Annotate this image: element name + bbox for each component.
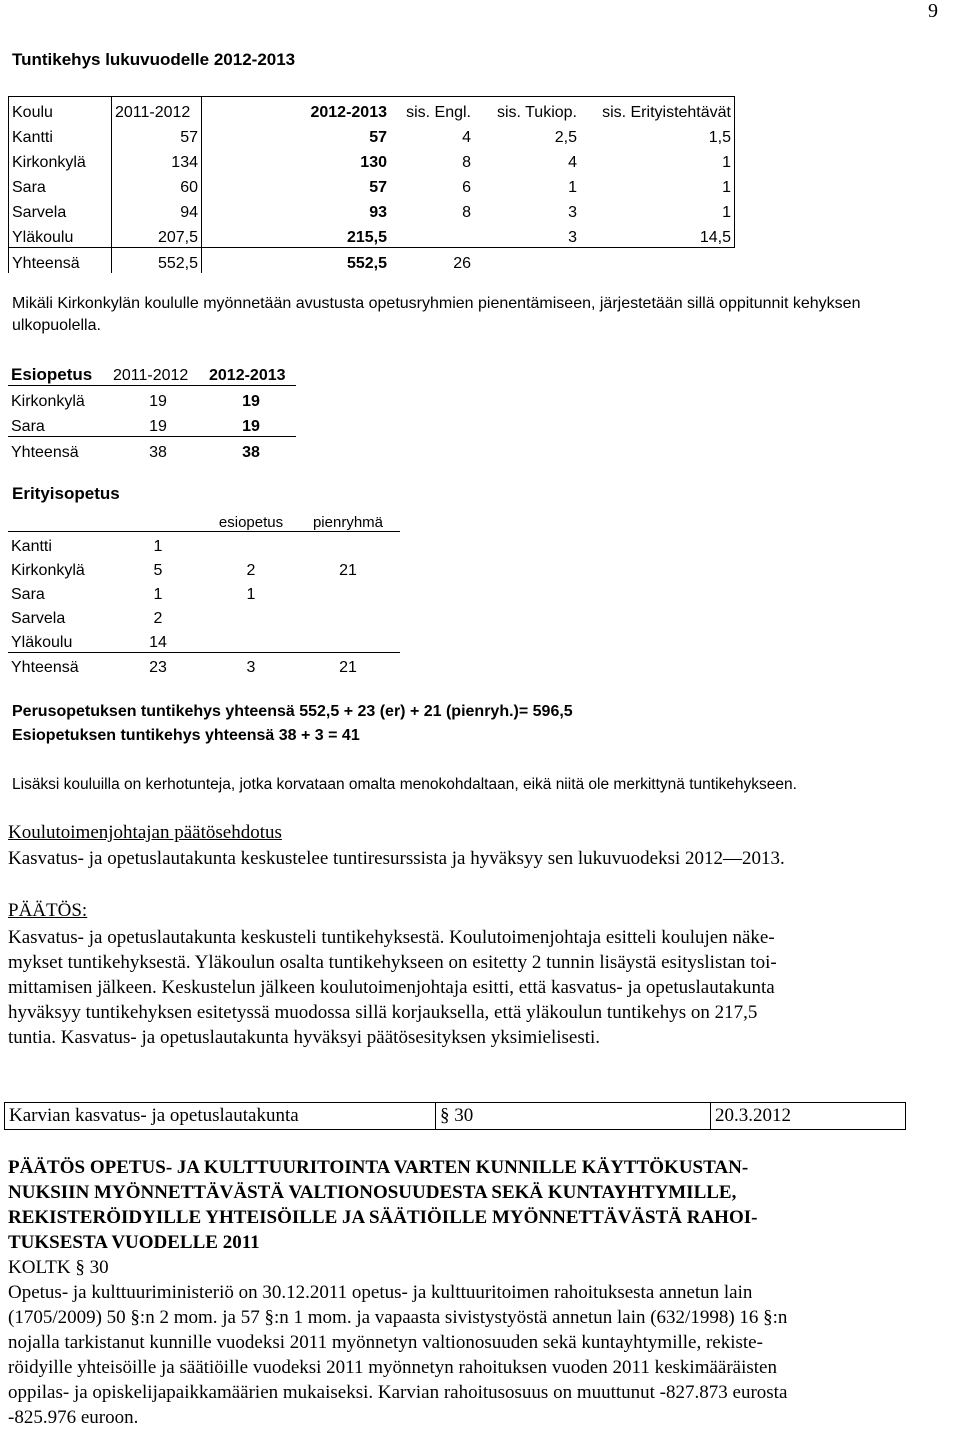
section-number: § 30 xyxy=(436,1103,711,1130)
cell-tukiop: 4 xyxy=(568,154,577,171)
cell-pienryhma xyxy=(296,604,400,628)
cell-count: 1 xyxy=(153,538,163,555)
cell-koulu: Kirkonkylä xyxy=(9,147,112,172)
table-row xyxy=(9,222,735,248)
cell-2011: 19 xyxy=(149,393,167,410)
table-row xyxy=(9,172,735,197)
tuntikehys-table xyxy=(8,96,735,273)
cell-koulu: Yhteensä xyxy=(11,444,79,461)
esiopetus-title: Esiopetus xyxy=(8,360,110,386)
table-total-row xyxy=(8,437,296,463)
meeting-date: 20.3.2012 xyxy=(711,1103,906,1130)
cell-tukiop: 2,5 xyxy=(554,129,577,146)
body-line: Opetus- ja kulttuuriministeriö on 30.12.2011 opetus- ja kulttuuritoimen rahoituksesta annetun lain xyxy=(8,1282,753,1303)
cell-koulu: Yläkoulu xyxy=(9,222,112,248)
cell-erityis xyxy=(580,248,735,274)
page-title: Tuntikehys lukuvuodelle 2012-2013 xyxy=(12,50,296,69)
cell-koulu: Yhteensä xyxy=(9,248,112,274)
erityisopetus-table xyxy=(8,507,400,677)
cell-engl xyxy=(390,222,474,248)
cell-esiopetus xyxy=(206,628,296,653)
cell-count: 14 xyxy=(110,628,206,653)
cell-koulu: Kantti xyxy=(11,538,52,555)
board-name: Karvian kasvatus- ja opetuslautakunta xyxy=(5,1103,436,1130)
cell-2011: 94 xyxy=(112,197,202,222)
col-header-sis-engl: sis. Engl. xyxy=(390,97,474,123)
proposal-heading: Koulutoimenjohtajan päätösehdotus xyxy=(8,822,282,843)
summary-perusopetus: Perusopetuksen tuntikehys yhteensä 552,5 + 23 (er) + 21 (pienryh.)= 596,5 xyxy=(12,703,573,720)
col-header-2011-2012: 2011-2012 xyxy=(112,97,202,123)
cell-engl: 26 xyxy=(453,255,471,272)
cell-2012: 93 xyxy=(202,197,391,222)
erityisopetus-title: Erityisopetus xyxy=(12,484,120,503)
cell-erityis: 1,5 xyxy=(580,122,735,147)
cell-2012: 215,5 xyxy=(202,222,391,248)
cell-2011: 134 xyxy=(112,147,202,172)
decision-line: tuntia. Kasvatus- ja opetuslautakunta hyväksyi päätösesityksen yksimielisesti. xyxy=(8,1027,601,1048)
table-row xyxy=(8,556,400,580)
decision-line: mittamisen jälkeen. Keskustelun jälkeen koulutoimenjohtaja esitti, että kasvatus- ja opetuslautakunta xyxy=(8,977,775,998)
col-header-sis-erityistehtavat: sis. Erityistehtävät xyxy=(580,97,735,123)
col-header-2012-2013: 2012-2013 xyxy=(206,360,296,386)
decision-line: Kasvatus- ja opetuslautakunta keskusteli tuntikehyksestä. Koulutoimenjohtaja esitteli koulujen näke- xyxy=(8,927,775,948)
table-row xyxy=(8,628,400,653)
cell-koulu: Sarvela xyxy=(9,197,112,222)
col-header-esiopetus: esiopetus xyxy=(206,507,296,532)
cell-esiopetus xyxy=(206,604,296,628)
cell-2012: 57 xyxy=(202,172,391,197)
summary-esiopetus: Esiopetuksen tuntikehys yhteensä 38 + 3 = 41 xyxy=(12,727,360,744)
cell-count: 23 xyxy=(149,659,167,676)
col-header-koulu xyxy=(8,507,110,532)
table-row xyxy=(9,122,735,147)
table-row xyxy=(8,604,400,628)
cell-2012: 57 xyxy=(202,122,391,147)
table-total-row xyxy=(9,248,735,274)
heading-line: TUKSESTA VUODELLE 2011 xyxy=(8,1232,260,1253)
cell-engl: 8 xyxy=(462,204,471,221)
col-header-pienryhma: pienryhmä xyxy=(296,507,400,532)
col-header-2011-2012: 2011-2012 xyxy=(110,360,206,386)
cell-erityis: 14,5 xyxy=(580,222,735,248)
cell-2012: 552,5 xyxy=(202,248,391,274)
cell-2012: 38 xyxy=(242,444,260,461)
body-line: (1705/2009) 50 §:n 2 mom. ja 57 §:n 1 mom. ja vapaasta sivistystyöstä annetun lain (632/1998) 16 §:n xyxy=(8,1307,788,1328)
cell-2012: 19 xyxy=(242,393,260,410)
cell-engl: 4 xyxy=(462,129,471,146)
page-number: 9 xyxy=(928,0,938,22)
cell-engl: 6 xyxy=(462,179,471,196)
cell-pienryhma: 21 xyxy=(339,562,357,579)
decision-line: hyväksyy tuntikehyksen esitetyssä muodossa sillä korjauksella, että yläkoulun tuntikehys on 217,5 xyxy=(8,1002,758,1023)
table-row xyxy=(9,197,735,222)
cell-koulu: Kirkonkylä xyxy=(11,562,85,579)
heading-line: NUKSIIN MYÖNNETTÄVÄSTÄ VALTIONOSUUDESTA SEKÄ KUNTAYHTYMILLE, xyxy=(8,1182,737,1203)
col-header-2012-2013: 2012-2013 xyxy=(202,97,391,123)
cell-koulu: Kantti xyxy=(9,122,112,147)
cell-2011: 38 xyxy=(149,444,167,461)
cell-esiopetus: 1 xyxy=(246,586,256,603)
cell-esiopetus xyxy=(206,532,296,557)
cell-2011: 60 xyxy=(112,172,202,197)
table-row xyxy=(9,147,735,172)
cell-2011: 552,5 xyxy=(112,248,202,274)
cell-koulu: Sara xyxy=(9,172,112,197)
cell-count: 5 xyxy=(153,562,163,579)
note-kerhotunnit: Lisäksi kouluilla on kerhotunteja, jotka korvataan omalta menokohdaltaan, eikä niitä ole merkittynä tuntikehykseen. xyxy=(12,776,797,793)
cell-2012: 130 xyxy=(202,147,391,172)
col-header-yhteensa xyxy=(110,507,206,532)
section-heading xyxy=(8,1155,757,1255)
cell-esiopetus: 3 xyxy=(246,659,256,676)
cell-erityis: 1 xyxy=(580,197,735,222)
cell-koulu: Sara xyxy=(8,411,110,437)
heading-line: PÄÄTÖS OPETUS- JA KULTTUURITOINTA VARTEN KUNNILLE KÄYTTÖKUSTAN- xyxy=(8,1157,749,1178)
cell-koulu: Yhteensä xyxy=(11,659,79,676)
cell-pienryhma: 21 xyxy=(339,659,357,676)
proposal-text: Kasvatus- ja opetuslautakunta keskustelee tuntiresurssista ja hyväksyy sen lukuvuodeksi 2012—2013. xyxy=(8,848,785,869)
cell-pienryhma xyxy=(296,532,400,557)
body-text xyxy=(8,1280,787,1430)
col-header-koulu: Koulu xyxy=(9,97,112,123)
table-total-row xyxy=(8,653,400,678)
body-line: röidyille yhteisöille ja säätiöille vuodeksi 2011 myönnetyn rahoituksen vuoden 2011 keskimääräisten xyxy=(8,1357,777,1378)
body-line: nojalla tarkistanut kunnille vuodeksi 2011 myönnetyn valtionosuuden sekä kuntayhtymille, rekiste- xyxy=(8,1332,763,1353)
cell-koulu: Kirkonkylä xyxy=(11,393,85,410)
decision-line: mykset tuntikehyksestä. Yläkoulun osalta tuntikehykseen on esitetty 2 tunnin lisäystä esityslistan toi- xyxy=(8,952,777,973)
cell-2011: 207,5 xyxy=(112,222,202,248)
cell-koulu: Sarvela xyxy=(11,610,66,627)
table-row xyxy=(8,580,400,604)
table-row xyxy=(8,386,296,412)
cell-tukiop: 3 xyxy=(568,204,577,221)
cell-pienryhma xyxy=(296,580,400,604)
cell-2012: 19 xyxy=(206,411,296,437)
cell-tukiop: 1 xyxy=(568,179,577,196)
koltk-reference: KOLTK § 30 xyxy=(8,1257,109,1278)
cell-erityis: 1 xyxy=(580,172,735,197)
body-line: oppilas- ja opiskelijapaikkamäärien mukaiseksi. Karvian rahoitusosuus on muuttunut -827.873 eurosta xyxy=(8,1382,788,1403)
cell-tukiop: 3 xyxy=(474,222,580,248)
decision-heading: PÄÄTÖS: xyxy=(8,900,88,921)
decision-text xyxy=(8,925,777,1050)
cell-engl: 8 xyxy=(462,154,471,171)
table-row xyxy=(8,411,296,437)
cell-pienryhma xyxy=(296,628,400,653)
cell-koulu: Yläkoulu xyxy=(8,628,110,653)
cell-count: 2 xyxy=(153,610,163,627)
table-header-row xyxy=(8,360,296,386)
note-kirkonkyla: Mikäli Kirkonkylän koululle myönnetään avustusta opetusryhmien pienentämiseen, järjestetään sillä oppitunnit kehyksen ulkopuolella. xyxy=(12,295,861,334)
cell-count: 1 xyxy=(153,586,163,603)
cell-esiopetus: 2 xyxy=(246,562,256,579)
cell-erityis: 1 xyxy=(580,147,735,172)
table-header-row xyxy=(9,97,735,123)
table-row xyxy=(8,532,400,557)
cell-tukiop xyxy=(474,248,580,274)
cell-2011: 57 xyxy=(112,122,202,147)
body-line: -825.976 euroon. xyxy=(8,1407,139,1428)
heading-line: REKISTERÖIDYILLE YHTEISÖILLE JA SÄÄTIÖILLE MYÖNNETTÄVÄSTÄ RAHOI- xyxy=(8,1207,758,1228)
meeting-header-box xyxy=(4,1102,906,1130)
esiopetus-table xyxy=(8,360,296,462)
cell-2011: 19 xyxy=(110,411,206,437)
col-header-sis-tukiop: sis. Tukiop. xyxy=(474,97,580,123)
cell-koulu: Sara xyxy=(11,586,45,603)
table-header-row xyxy=(8,507,400,532)
